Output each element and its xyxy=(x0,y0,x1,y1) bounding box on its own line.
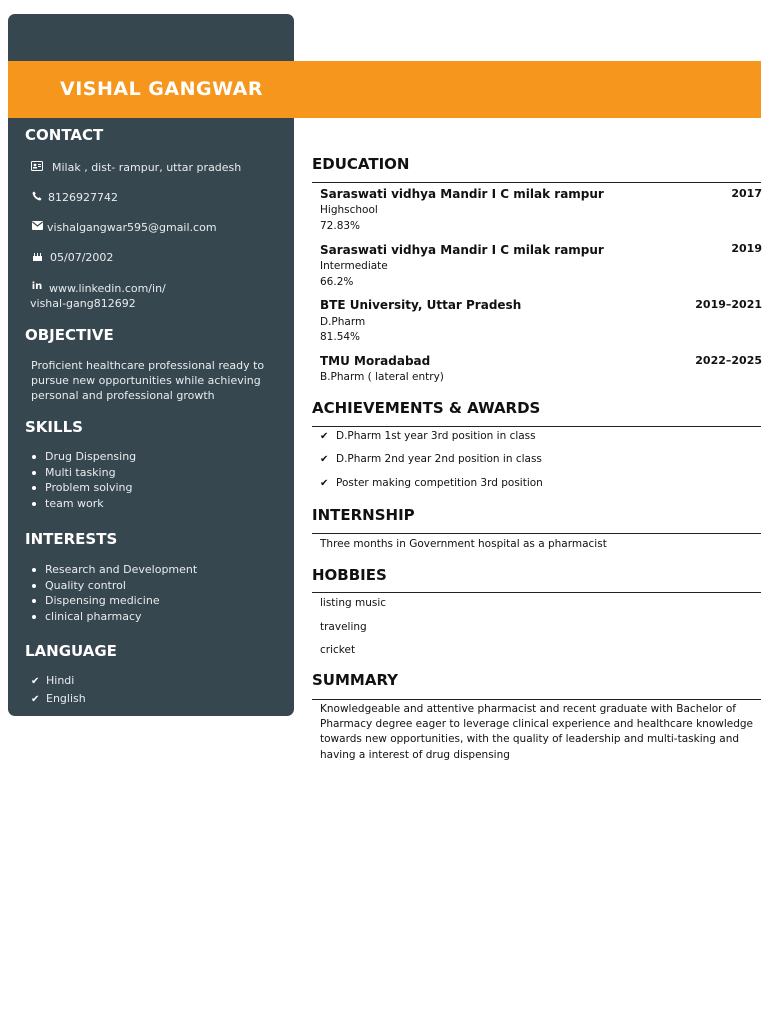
education-course: B.Pharm ( lateral entry) xyxy=(320,371,444,383)
objective-line: personal and professional growth xyxy=(31,389,215,402)
summary-line: Pharmacy degree eager to leverage clinical experience and healthcare knowledge xyxy=(320,718,754,731)
objective-line: Proficient healthcare professional ready to xyxy=(31,359,265,372)
interest-item: clinical pharmacy xyxy=(31,609,197,625)
language-item xyxy=(31,691,86,709)
interests-list xyxy=(31,562,197,625)
check-icon: ✔ xyxy=(31,693,40,705)
language-item xyxy=(31,673,86,691)
phone-icon xyxy=(31,191,43,203)
education-score: 66.2% xyxy=(320,276,354,288)
envelope-icon xyxy=(31,221,43,233)
education-score: 81.54% xyxy=(320,331,361,343)
skill-item: Multi tasking xyxy=(31,465,136,481)
contact-dob: 05/07/2002 xyxy=(50,251,114,264)
education-divider xyxy=(312,182,761,183)
summary-heading: SUMMARY xyxy=(312,671,399,689)
language-label: English xyxy=(46,691,86,705)
summary-line: having a interest of drug dispensing xyxy=(320,748,510,761)
hobbies-divider xyxy=(312,592,761,593)
education-institution: TMU Moradabad xyxy=(320,354,431,368)
education-score: 72.83% xyxy=(320,220,361,232)
achievement-item xyxy=(320,453,542,465)
education-institution: Saraswati vidhya Mandir I C milak rampur xyxy=(320,187,604,201)
education-course: D.Pharm xyxy=(320,316,366,328)
contact-heading: CONTACT xyxy=(25,126,104,144)
achievement-text: D.Pharm 2nd year 2nd position in class xyxy=(336,453,542,465)
achievement-item xyxy=(320,477,543,489)
interest-item: Research and Development xyxy=(31,562,197,578)
interests-heading: INTERESTS xyxy=(25,530,118,548)
check-icon: ✔ xyxy=(320,478,329,489)
interest-item: Dispensing medicine xyxy=(31,593,197,609)
summary-line: towards new opportunities, with the quality of leadership and multi-tasking and xyxy=(320,733,740,746)
education-course: Intermediate xyxy=(320,260,388,272)
hobby-item: traveling xyxy=(320,621,367,633)
contact-phone: 8126927742 xyxy=(48,191,118,204)
internship-heading: INTERNSHIP xyxy=(312,506,415,524)
skills-heading: SKILLS xyxy=(25,418,83,436)
achievements-heading: ACHIEVEMENTS & AWARDS xyxy=(312,399,541,417)
birthday-cake-icon xyxy=(31,251,43,263)
check-icon: ✔ xyxy=(31,676,40,687)
hobby-item: listing music xyxy=(320,597,387,609)
contact-linkedin-line1[interactable]: www.linkedin.com/in/ xyxy=(49,282,166,295)
skill-item: team work xyxy=(31,496,136,512)
education-year: 2019–2021 xyxy=(695,298,762,311)
summary-line: Knowledgeable and attentive pharmacist and recent graduate with Bachelor of xyxy=(320,703,736,715)
internship-divider xyxy=(312,533,761,534)
achievement-text: D.Pharm 1st year 3rd position in class xyxy=(336,430,536,442)
objective-heading: OBJECTIVE xyxy=(25,326,114,344)
contact-email: vishalgangwar595@gmail.com xyxy=(47,221,217,234)
education-institution: BTE University, Uttar Pradesh xyxy=(320,298,522,312)
education-year: 2017 xyxy=(731,187,762,200)
education-year: 2019 xyxy=(731,242,762,255)
language-label: Hindi xyxy=(46,674,75,687)
skill-item: Problem solving xyxy=(31,480,136,496)
achievement-text: Poster making competition 3rd position xyxy=(336,477,543,489)
education-year: 2022–2025 xyxy=(695,354,762,367)
linkedin-icon: in xyxy=(31,281,43,292)
candidate-name: VISHAL GANGWAR xyxy=(60,78,264,100)
education-heading: EDUCATION xyxy=(312,155,410,173)
achievement-item xyxy=(320,430,536,442)
hobby-item: cricket xyxy=(320,644,356,656)
education-institution: Saraswati vidhya Mandir I C milak rampur xyxy=(320,243,604,257)
objective-line: pursue new opportunities while achieving xyxy=(31,374,261,387)
contact-linkedin-line2[interactable]: vishal-gang812692 xyxy=(30,297,136,310)
skill-item: Drug Dispensing xyxy=(31,449,136,465)
hobbies-heading: HOBBIES xyxy=(312,566,387,584)
summary-text xyxy=(320,702,756,763)
contact-address: Milak , dist- rampur, uttar pradesh xyxy=(52,161,242,174)
interest-item: Quality control xyxy=(31,578,197,594)
achievements-divider xyxy=(312,426,761,427)
check-icon: ✔ xyxy=(320,431,329,442)
language-heading: LANGUAGE xyxy=(25,642,117,660)
check-icon: ✔ xyxy=(320,454,329,465)
language-list xyxy=(31,673,86,708)
internship-text: Three months in Government hospital as a pharmacist xyxy=(320,538,607,550)
summary-divider xyxy=(312,699,761,700)
education-course: Highschool xyxy=(320,204,378,216)
skills-list xyxy=(31,449,136,512)
id-card-icon xyxy=(31,161,43,173)
